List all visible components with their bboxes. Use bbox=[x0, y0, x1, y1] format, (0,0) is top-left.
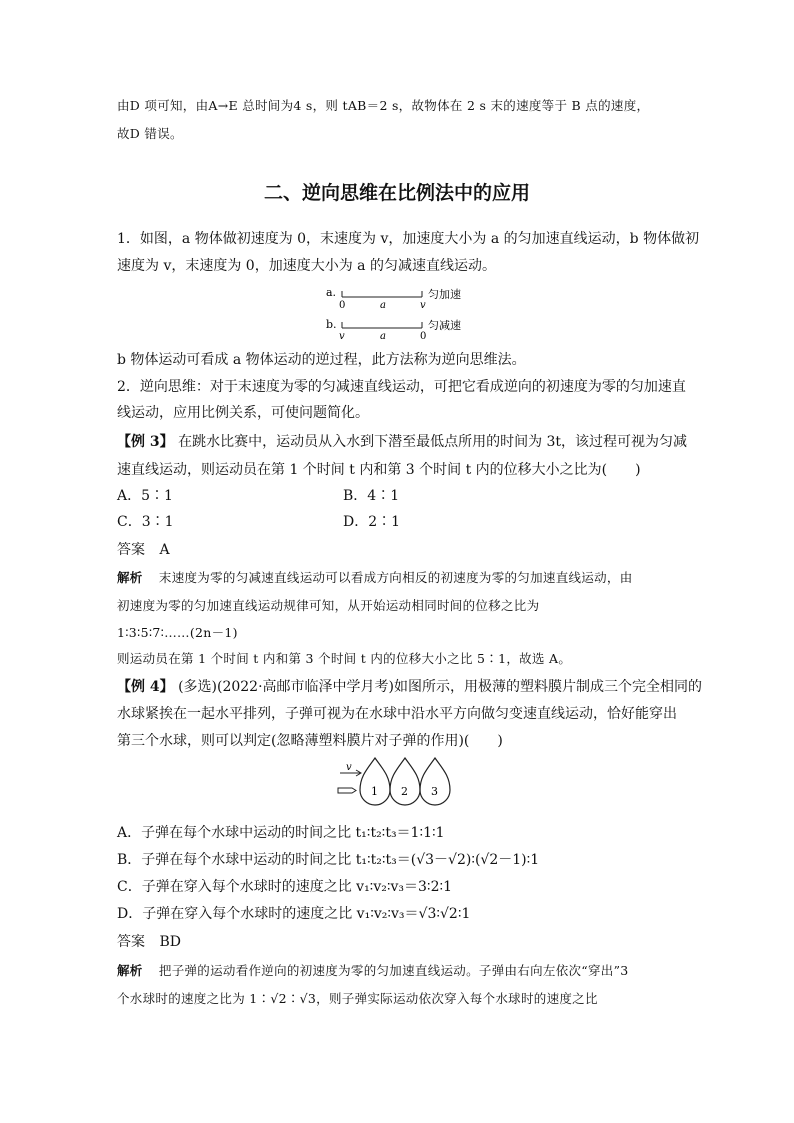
example-3-option-b[interactable]: B．4∶1 bbox=[343, 488, 400, 504]
example-3-analysis-line-4: 则运动员在第 1 个时间 t 内和第 3 个时间 t 内的位移大小之比 5∶1，故选 A。 bbox=[117, 651, 572, 666]
row-b-end: 0 bbox=[420, 331, 427, 342]
example-3-answer-value: A bbox=[159, 542, 170, 558]
example-3-analysis-text-1: 末速度为零的匀减速直线运动可以看成方向相反的初速度为零的匀加速直线运动，由 bbox=[158, 570, 633, 585]
example-4-line-3: 第三个水球，则可以判定(忽略薄塑料膜片对子弹的作用)( ) bbox=[117, 733, 503, 749]
water-ball-3-label: 3 bbox=[431, 785, 438, 798]
bullet-icon bbox=[338, 788, 356, 793]
row-b bbox=[326, 318, 461, 342]
example-4-analysis-line-2: 个水球时的速度之比为 1∶√2∶√3，则子弹实际运动依次穿入每个水球时的速度之比 bbox=[117, 991, 598, 1006]
point-2-line-1: 2．逆向思维：对于末速度为零的匀减速直线运动，可把它看成逆向的初速度为零的匀加速直 bbox=[117, 379, 686, 395]
example-4-option-b[interactable]: B．子弹在每个水球中运动的时间之比 t₁∶t₂∶t₃＝(√3－√2)∶(√2－1)∶1 bbox=[117, 852, 540, 868]
example-3-line-2: 速直线运动，则运动员在第 1 个时间 t 内和第 3 个时间 t 内的位移大小之比为( ) bbox=[117, 462, 641, 478]
example-3-option-a[interactable]: A．5∶1 bbox=[117, 488, 173, 504]
top-note-line-1: 由D 项可知，由A→E 总时间为4 s，则 tAB＝2 s，故物体在 2 s 末的速度等于 B 点的速度， bbox=[117, 98, 650, 113]
point-1-line-2: 速度为 v，末速度为 0，加速度大小为 a 的匀减速直线运动。 bbox=[117, 258, 496, 274]
row-b-accel: a bbox=[380, 331, 386, 342]
example-3-answer bbox=[117, 540, 170, 560]
example-3-analysis-label: 解析 bbox=[117, 570, 143, 585]
velocity-label: v bbox=[346, 762, 352, 773]
example-4-answer-value: BD bbox=[159, 934, 181, 950]
example-4-line-1 bbox=[117, 677, 702, 697]
water-ball-2-label: 2 bbox=[401, 785, 408, 798]
row-a-end: v bbox=[420, 300, 426, 311]
row-a-name: a. bbox=[326, 286, 337, 299]
reverse-thinking-line: b 物体运动可看成 a 物体运动的逆过程，此方法称为逆向思维法。 bbox=[117, 352, 526, 368]
section-title: 二、逆向思维在比例法中的应用 bbox=[263, 182, 530, 204]
water-balls-figure bbox=[332, 756, 472, 812]
row-a bbox=[326, 286, 461, 311]
example-3-answer-label: 答案 bbox=[117, 542, 145, 558]
example-3-line-1 bbox=[117, 432, 687, 452]
example-4-line-2: 水球紧挨在一起水平排列，子弹可视为在水球中沿水平方向做匀变速直线运动，恰好能穿出 bbox=[117, 706, 677, 722]
row-b-label: 匀减速 bbox=[428, 319, 461, 332]
point-2-line-2: 线运动，应用比例关系，可使问题简化。 bbox=[117, 405, 369, 421]
example-4-answer-label: 答案 bbox=[117, 934, 145, 950]
example-3-option-d[interactable]: D．2∶1 bbox=[343, 514, 401, 530]
motion-diagram bbox=[320, 283, 480, 343]
row-b-start: v bbox=[339, 331, 345, 342]
row-a-label: 匀加速 bbox=[428, 288, 461, 301]
example-4-option-c[interactable]: C．子弹在穿入每个水球时的速度之比 v₁∶v₂∶v₃＝3∶2∶1 bbox=[117, 879, 453, 895]
example-4-tag: 【例 4】 bbox=[117, 679, 174, 695]
example-4-option-a[interactable]: A．子弹在每个水球中运动的时间之比 t₁∶t₂∶t₃＝1∶1∶1 bbox=[117, 825, 445, 841]
example-3-analysis-line-1 bbox=[117, 568, 633, 588]
example-4-answer bbox=[117, 932, 181, 952]
example-3-analysis-line-3: 1∶3∶5∶7∶……(2n－1) bbox=[117, 625, 238, 640]
example-3-option-c[interactable]: C．3∶1 bbox=[117, 514, 174, 530]
water-ball-1-label: 1 bbox=[371, 785, 378, 798]
row-b-name: b. bbox=[326, 318, 337, 331]
example-3-tag: 【例 3】 bbox=[117, 434, 174, 450]
row-a-accel: a bbox=[380, 300, 386, 311]
row-a-start: 0 bbox=[339, 300, 346, 311]
example-3-analysis-line-2: 初速度为零的匀加速直线运动规律可知，从开始运动相同时间的位移之比为 bbox=[117, 598, 540, 613]
top-note-line-2: 故D 错误。 bbox=[117, 126, 183, 141]
example-3-stem-1: 在跳水比赛中，运动员从入水到下潜至最低点所用的时间为 3t，该过程可视为匀减 bbox=[178, 434, 688, 450]
point-1-line-1: 1．如图，a 物体做初速度为 0，末速度为 v，加速度大小为 a 的匀加速直线运动，b 物体做初 bbox=[117, 231, 700, 247]
example-4-analysis-text-1: 把子弹的运动看作逆向的初速度为零的匀加速直线运动。子弹由右向左依次“穿出”3 bbox=[158, 963, 629, 978]
example-4-stem-1: (多选)(2022·高邮市临泽中学月考)如图所示，用极薄的塑料膜片制成三个完全相同的 bbox=[178, 679, 703, 695]
example-4-option-d[interactable]: D．子弹在穿入每个水球时的速度之比 v₁∶v₂∶v₃＝√3∶√2∶1 bbox=[117, 906, 471, 922]
example-4-analysis-label: 解析 bbox=[117, 963, 143, 978]
example-4-analysis-line-1 bbox=[117, 961, 629, 981]
